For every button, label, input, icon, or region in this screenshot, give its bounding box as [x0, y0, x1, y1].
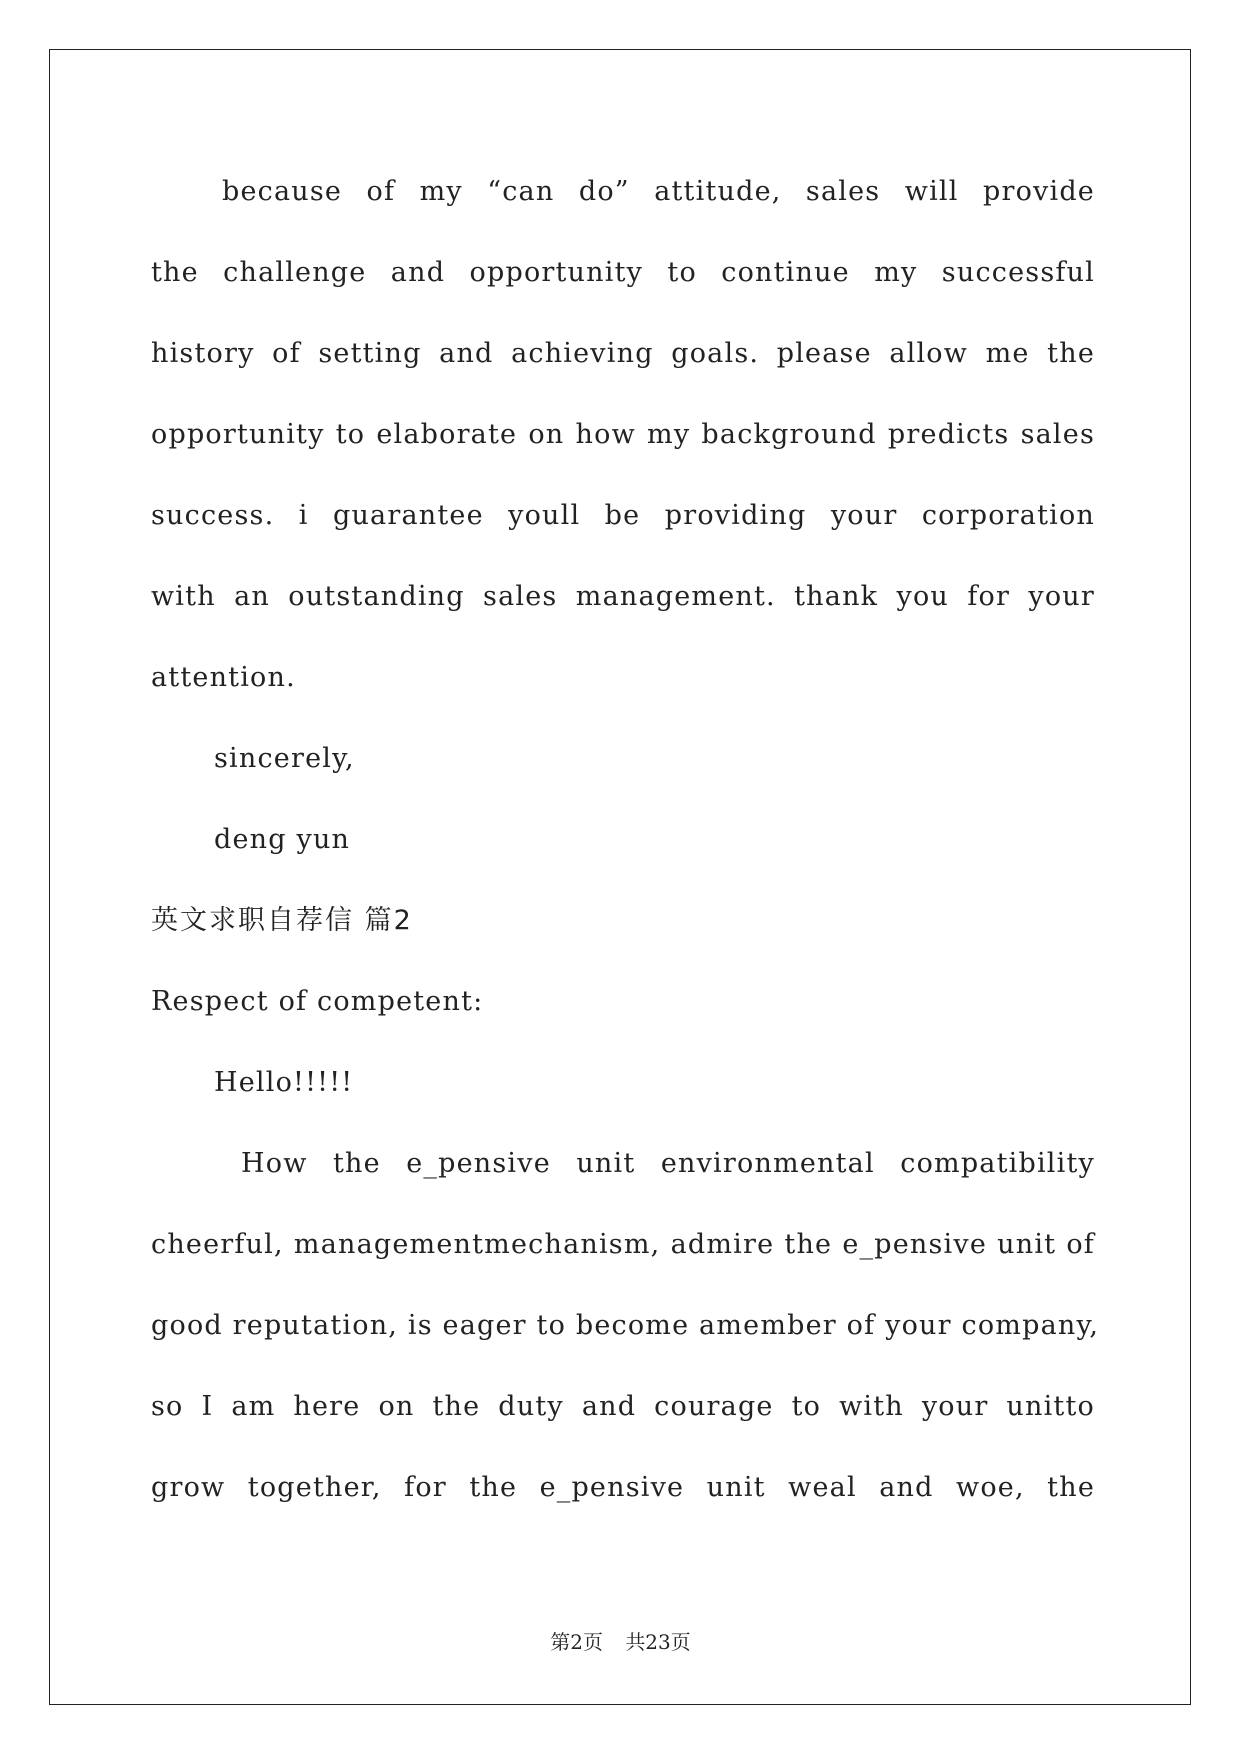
section-heading: 英文求职自荐信 篇2	[151, 905, 413, 936]
greeting-hello: Hello!!!!!	[214, 1067, 354, 1098]
text-line: because of my “can do” attitude, sales will provide	[222, 176, 1095, 207]
text-line: cheerful, managementmechanism, admire the e_pensive unit of	[151, 1229, 1095, 1260]
text-line: good reputation, is eager to become amember of your company,	[151, 1310, 1100, 1341]
page-number: 第2页	[550, 1630, 603, 1654]
page-footer	[0, 1626, 1241, 1655]
page-border	[49, 49, 1191, 1705]
text-line: history of setting and achieving goals. please allow me the	[151, 338, 1095, 369]
text-line: the challenge and opportunity to continue my successful	[151, 257, 1095, 288]
text-line: attention.	[151, 662, 296, 693]
closing-salutation: sincerely,	[214, 743, 355, 774]
text-line: so I am here on the duty and courage to with your unitto	[151, 1391, 1095, 1422]
greeting-line: Respect of competent:	[151, 986, 484, 1017]
text-line: grow together, for the e_pensive unit weal and woe, the	[151, 1472, 1095, 1503]
page-total: 共23页	[625, 1630, 691, 1654]
signature-name: deng yun	[214, 824, 351, 855]
text-line: success. i guarantee youll be providing your corporation	[151, 500, 1095, 531]
text-line: opportunity to elaborate on how my background predicts sales	[151, 419, 1095, 450]
text-line: How the e_pensive unit environmental compatibility	[241, 1148, 1095, 1179]
text-line: with an outstanding sales management. thank you for your	[151, 581, 1095, 612]
